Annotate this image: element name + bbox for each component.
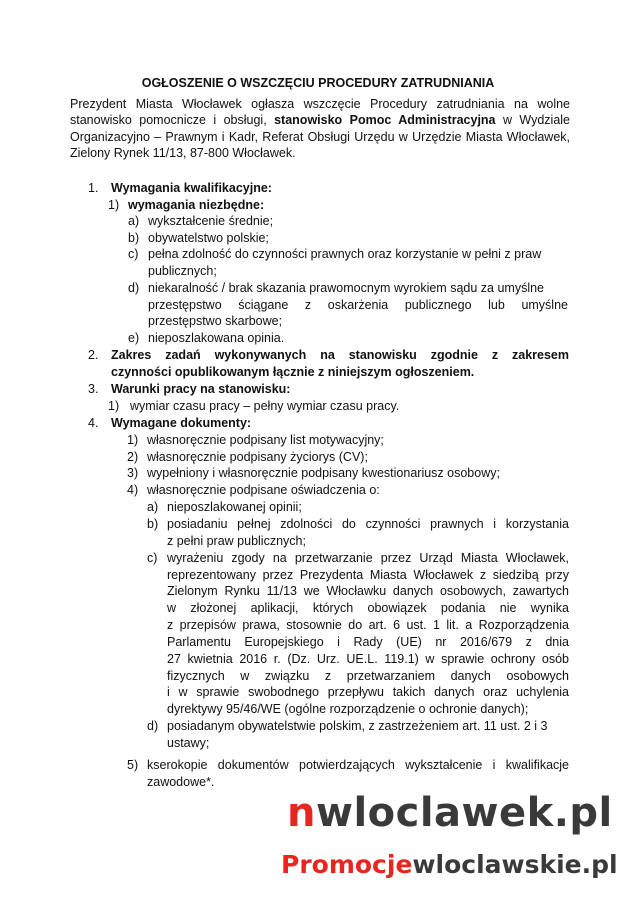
item-text: wypełniony i własnoręcznie podpisany kwestionariusz osobowy; xyxy=(147,466,500,480)
item-text: niekaralność / brak skazania prawomocnym wyrokiem sądu za umyślne xyxy=(148,281,544,295)
item-text-continued: przestępstwo skarbowe; xyxy=(148,314,283,328)
item-letter: c) xyxy=(128,247,139,261)
list-item xyxy=(127,449,368,465)
section-3-number: 3. xyxy=(88,382,99,396)
list-item xyxy=(128,230,269,246)
item-text: własnoręcznie podpisany życiorys (CV); xyxy=(147,450,368,464)
item-text-continued: zawodowe*. xyxy=(147,775,215,789)
intro-text-1: Prezydent Miasta Włocławek ogłasza wszczęcie Procedury zatrudniania na wolne stanowisko pomocnicze i obsługi, xyxy=(70,97,570,128)
item-text-continued: ustawy; xyxy=(167,736,210,750)
document-title: OGŁOSZENIE O WSZCZĘCIU PROCEDURY ZATRUDNIANIA xyxy=(141,76,495,90)
consent-line-10: dyrektywy 95/46/WE (ogólne rozporządzenie o ochronie danych); xyxy=(167,702,529,716)
item-text: nieposzlakowanej opinii; xyxy=(167,500,302,514)
consent-line-4: w złożonej aplikacji, których obowiązek podania nie wynika xyxy=(167,601,569,615)
watermark-red-letter: n xyxy=(287,790,316,836)
section-4-heading xyxy=(88,415,251,431)
item-text: wymiar czasu pracy – pełny wymiar czasu pracy. xyxy=(130,399,400,413)
intro-text-2: w Wydziale Organizacyjno – Prawnym i Kadr, Referat Obsługi Urzędu w Urzędzie Miasta Włocławek, Zielony Rynek 11/13, 87-800 Włocławek. xyxy=(70,113,570,161)
consent-line-1: wyrażeniu zgody na przetwarzanie przez Urząd Miasta Włocławek, xyxy=(167,551,569,565)
list-item xyxy=(128,280,544,296)
list-item xyxy=(128,246,541,262)
item-letter: a) xyxy=(147,500,159,514)
section-2-number: 2. xyxy=(88,348,99,362)
consent-line-7: 27 kwietnia 2016 r. (Dz. Urz. UE.L. 119.1) w sprawie ochrony osób xyxy=(167,652,569,666)
item-text-continued: publicznych; xyxy=(148,264,217,278)
section-2-heading xyxy=(88,347,111,363)
list-item xyxy=(128,213,273,229)
item-letter: a) xyxy=(128,214,140,228)
section-4-title: Wymagane dokumenty: xyxy=(111,416,252,430)
list-item xyxy=(147,550,167,566)
section-1-heading xyxy=(88,180,272,196)
consent-line-5: z przepisów prawa, stosownie do art. 6 ust. 1 lit. a Rozporządzenia xyxy=(167,618,569,632)
section-1-1-heading xyxy=(108,197,264,213)
section-3-heading xyxy=(88,381,290,397)
consent-line-8: fizycznych w związku z przetwarzaniem danych osobowych xyxy=(167,669,569,683)
item-number: 2) xyxy=(127,450,139,464)
intro-position-name: stanowisko Pomoc Administracyjna xyxy=(274,113,496,128)
section-1-title: Wymagania kwalifikacyjne: xyxy=(111,181,272,195)
item-text: posiadanym obywatelstwie polskim, z zastrzeżeniem art. 11 ust. 2 i 3 xyxy=(167,719,548,733)
list-item xyxy=(127,432,384,448)
consent-line-2: reprezentowany przez Prezydenta Miasta Włocławek z siedzibą przy xyxy=(167,568,569,582)
section-1-1-number: 1) xyxy=(108,198,120,212)
item-text: kserokopie dokumentów potwierdzających wykształcenie i kwalifikacje xyxy=(147,758,569,772)
item-text-continued: z pełni praw publicznych; xyxy=(167,534,306,548)
item-number: 1) xyxy=(108,399,120,413)
item-text: obywatelstwo polskie; xyxy=(148,231,269,245)
watermark-rest: wloclawek.pl xyxy=(315,790,613,836)
section-1-1-title: wymagania niezbędne: xyxy=(128,198,265,212)
consent-line-3: Zielonym Rynku 11/13 we Włocławku danych osobowych, zawartych xyxy=(167,584,569,598)
consent-line-6: Parlamentu Europejskiego i Rady (UE) nr 2016/679 z dnia xyxy=(167,635,569,649)
intro-paragraph xyxy=(70,96,570,162)
list-item xyxy=(108,398,399,414)
item-text: pełna zdolność do czynności prawnych oraz korzystanie w pełni z praw xyxy=(148,247,542,261)
item-text-continued: przestępstwo ściągane z oskarżenia publicznego lub umyślne xyxy=(148,298,568,312)
section-2-title-line-1: Zakres zadań wykonywanych na stanowisku zgodnie z zakresem xyxy=(111,348,569,362)
section-1-number: 1. xyxy=(88,181,99,195)
list-item xyxy=(127,465,500,481)
item-letter: d) xyxy=(147,719,159,733)
item-text: nieposzlakowana opinia. xyxy=(148,331,285,345)
list-item xyxy=(128,330,284,346)
section-4-number: 4. xyxy=(88,416,99,430)
item-number: 5) xyxy=(127,758,139,772)
watermark-promocje xyxy=(281,850,618,879)
watermark-rest: wloclawskie.pl xyxy=(412,850,618,879)
item-number: 3) xyxy=(127,466,139,480)
watermark-red-word: Promocje xyxy=(281,850,413,879)
consent-line-9: i w sprawie swobodnego przepływu takich danych oraz uchylenia xyxy=(167,685,569,699)
section-3-title: Warunki pracy na stanowisku: xyxy=(111,382,291,396)
list-item xyxy=(127,482,380,498)
item-text: własnoręcznie podpisane oświadczenia o: xyxy=(147,483,380,497)
item-letter: c) xyxy=(147,551,158,565)
list-item xyxy=(147,516,167,532)
item-text: posiadaniu pełnej zdolności do czynności prawnych i korzystania xyxy=(167,517,569,531)
item-text: własnoręcznie podpisany list motywacyjny; xyxy=(147,433,384,447)
item-number: 4) xyxy=(127,483,139,497)
watermark-nwloclawek xyxy=(287,790,613,836)
section-2-title-line-2: czynności opublikowanym łącznie z niniejszym ogłoszeniem. xyxy=(111,365,475,379)
item-letter: b) xyxy=(147,517,159,531)
item-letter: b) xyxy=(128,231,140,245)
item-text: wykształcenie średnie; xyxy=(148,214,274,228)
list-item xyxy=(127,757,147,773)
item-letter: e) xyxy=(128,331,140,345)
list-item xyxy=(147,499,302,515)
item-number: 1) xyxy=(127,433,139,447)
item-letter: d) xyxy=(128,281,140,295)
list-item xyxy=(147,718,548,734)
